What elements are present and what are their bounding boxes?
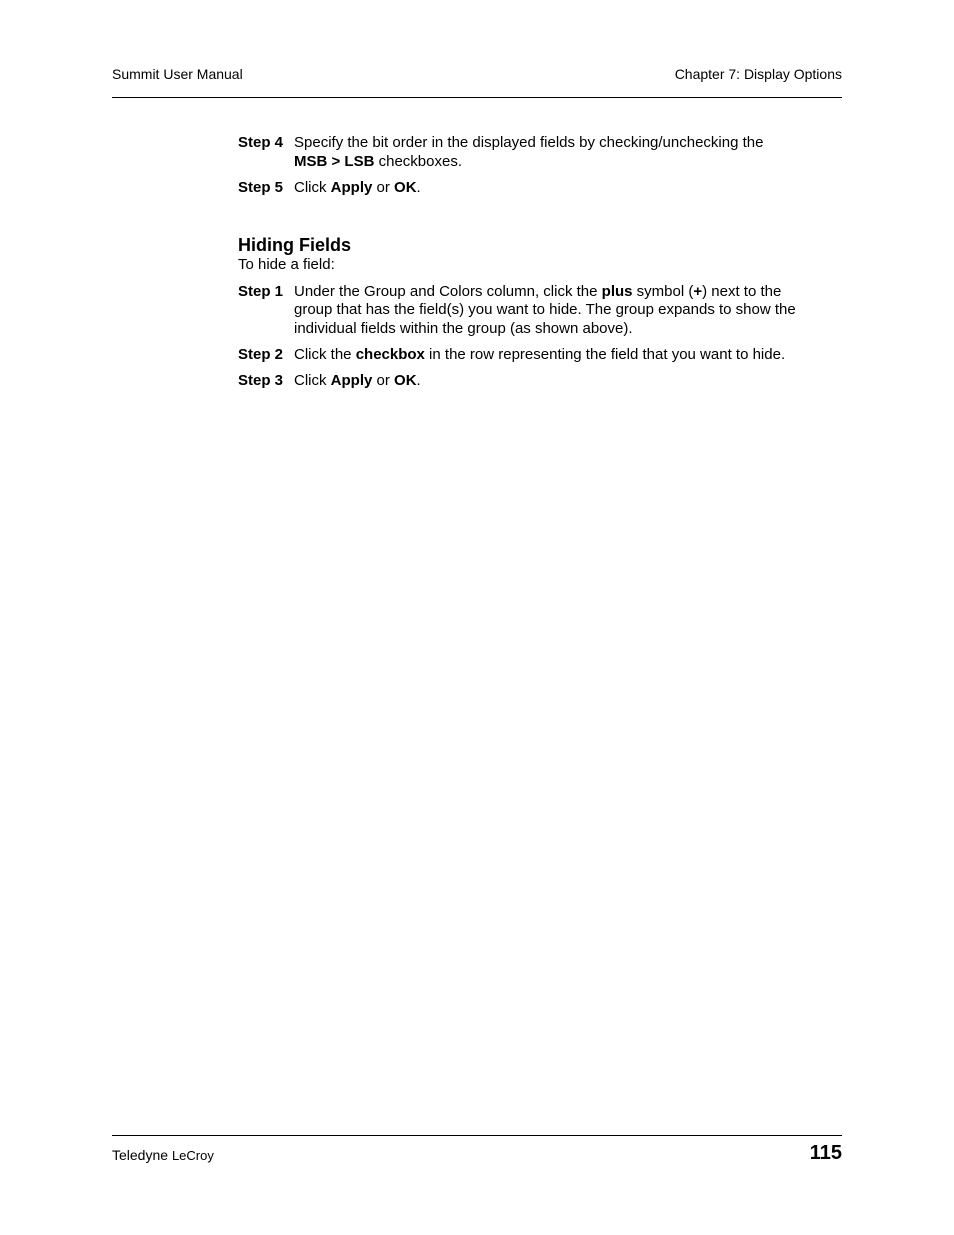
step-label: Step 1 (238, 282, 284, 300)
section-intro: To hide a field: (238, 256, 335, 273)
apply-term: Apply (330, 178, 373, 196)
step-4 (238, 134, 798, 171)
page-number: 115 (809, 1142, 842, 1164)
step-5 (238, 179, 798, 198)
hide-step-3 (238, 372, 798, 391)
ok-term: OK (394, 371, 417, 389)
section-heading: Hiding Fields (238, 235, 352, 255)
step-label: Step 3 (238, 371, 284, 389)
plus-term: plus (601, 282, 633, 300)
ok-term: OK (394, 178, 417, 196)
running-header-chapter: Chapter 7: Display Options (674, 66, 842, 82)
step-label: Step 2 (238, 345, 284, 363)
step-text: Click Apply or OK. (294, 371, 421, 389)
checkbox-term: checkbox (355, 345, 425, 363)
step-text: Click the checkbox in the row representing the field that you want to hide. (294, 345, 786, 363)
apply-term: Apply (330, 371, 373, 389)
footer-divider (112, 1135, 842, 1136)
step-text: Under the Group and Colors column, click the plus symbol (+) next to the group that has the field(s) you want to hide. The group expands to show the individual fields within the group (as shown above). (294, 282, 796, 337)
hide-step-1 (238, 283, 798, 339)
header-divider (112, 97, 842, 98)
msb-lsb-term: MSB > LSB (294, 152, 375, 170)
step-text: Click Apply or OK. (294, 178, 421, 196)
footer-company: Teledyne LeCroy (112, 1147, 214, 1163)
step-label: Step 5 (238, 178, 284, 196)
step-text: Specify the bit order in the displayed fields by checking/unchecking the MSB > LSB checkboxes. (294, 134, 764, 170)
plus-symbol: + (693, 282, 703, 300)
step-label: Step 4 (238, 134, 284, 151)
running-header-title: Summit User Manual (112, 66, 243, 82)
hide-step-2 (238, 346, 798, 365)
page-body (238, 134, 798, 398)
